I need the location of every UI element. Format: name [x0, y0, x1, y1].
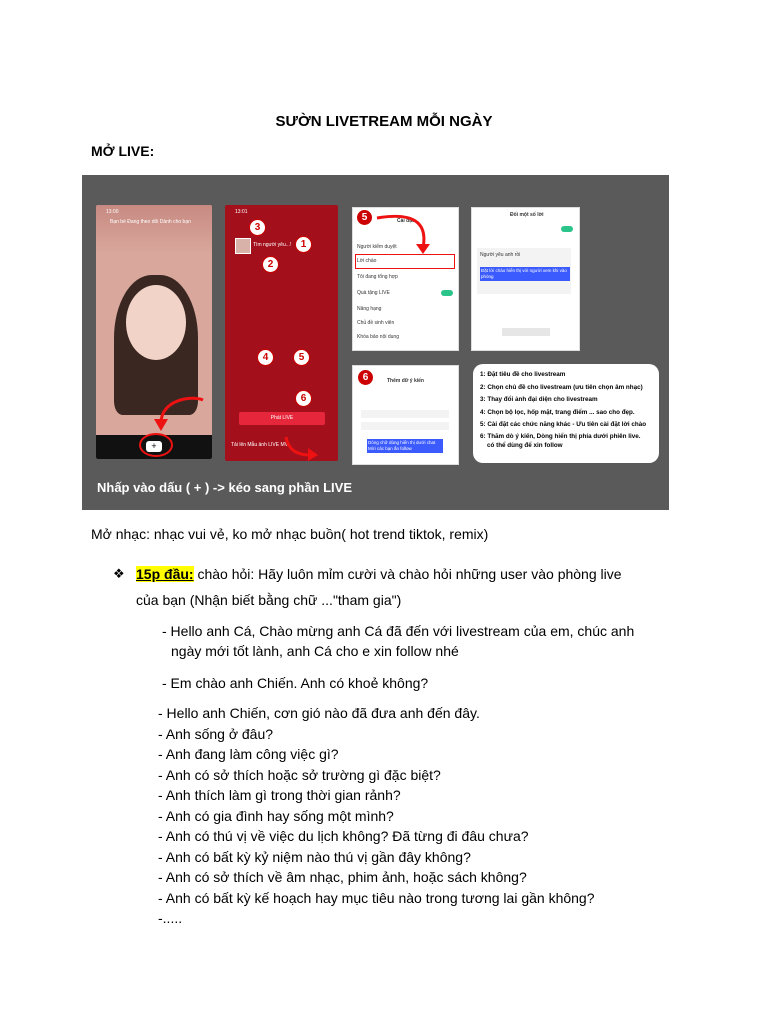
section-text-continued: của bạn (Nhận biết bằng chữ ..."tham gia")	[136, 592, 402, 608]
step-badge-4: 4	[257, 349, 274, 366]
curved-arrow-icon	[151, 395, 211, 435]
list-item: - Anh có gia đình hay sống một mình?	[158, 807, 394, 824]
legend-line: 6: Thăm dò ý kiến, Dòng hiển thị phía dưới phiên live.	[480, 432, 641, 440]
legend-line: 1: Đặt tiêu đề cho livestream	[480, 371, 566, 378]
legend-line: 3: Thay đổi ảnh đại diện cho livestream	[480, 396, 598, 403]
settings-row[interactable]: Quà tặng LIVE	[357, 290, 390, 296]
list-item: - Anh thích làm gì trong thời gian rảnh?	[158, 787, 401, 803]
step-badge-5-settings: 5	[356, 209, 373, 226]
document-title: SƯỜN LIVETREAM MỖI NGÀY	[275, 113, 493, 130]
settings-screen	[352, 207, 459, 351]
greeting-screen-title: Đối một số lời	[510, 212, 544, 218]
settings-row[interactable]: Nâng hạng	[357, 306, 382, 312]
greeting-example-2: - Em chào anh Chiến. Anh có khoẻ không?	[162, 675, 429, 691]
avatar-thumbnail[interactable]	[235, 238, 251, 254]
list-item: - Anh có sở thích hoặc sở trường gì đặc biệt?	[158, 766, 441, 783]
diamond-bullet-icon: ❖	[113, 566, 125, 581]
step-badge-2: 2	[262, 256, 279, 273]
legend-line: 4: Chọn bộ lọc, hốp mặt, trang điểm ... sao cho đẹp.	[480, 408, 635, 416]
person-face	[126, 285, 186, 360]
music-note: Mở nhạc: nhạc vui vẻ, ko mở nhạc buồn( hot trend tiktok, remix)	[91, 526, 489, 542]
poll-highlight-text: Dòng chữ dùng hiển thị dưới chat Mời các bạn ấn follow	[368, 440, 436, 451]
poll-option-input[interactable]	[361, 410, 449, 418]
arrow-to-live-icon	[280, 435, 320, 461]
list-item: -.....	[158, 910, 183, 926]
list-item: - Anh có bất kỳ kế hoạch hay mục tiêu nào trong tương lai gần không?	[158, 889, 595, 906]
list-item: - Hello anh Chiến, cơn gió nào đã đưa anh đến đây.	[158, 705, 480, 721]
greeting-settings-screen	[471, 207, 580, 351]
question-list	[158, 703, 595, 929]
figure-caption: Nhấp vào dấu ( + ) -> kéo sang phần LIVE	[97, 480, 352, 495]
greeting-highlight-box	[355, 254, 455, 269]
step-badge-6-poll: 6	[357, 369, 374, 386]
mode-tabs[interactable]: Tải lên Mẫu ảnh LIVE MV	[231, 442, 288, 448]
settings-row[interactable]: Chủ đề sinh viên	[357, 320, 395, 326]
poll-option-input[interactable]	[361, 422, 449, 430]
list-item: - Anh có bất kỳ kỷ niệm nào thú vị gần đây không?	[158, 848, 471, 865]
toggle-switch[interactable]	[561, 226, 573, 232]
section-heading-open-live: MỞ LIVE:	[91, 143, 155, 159]
steps-legend	[473, 364, 659, 463]
highlighted-label: 15p đầu:	[136, 566, 194, 582]
step-badge-6: 6	[295, 390, 312, 407]
curved-arrow-icon	[373, 212, 433, 256]
settings-row-greeting[interactable]: Lời chào	[357, 258, 377, 264]
instruction-figure	[82, 175, 669, 510]
settings-title: Cài đặt	[397, 218, 414, 224]
list-item: - Anh sống ở đâu?	[158, 725, 274, 742]
greeting-example-1-cont: ngày mới tốt lành, anh Cá cho e xin follow nhé	[171, 643, 459, 659]
settings-row[interactable]: Khóa bảo nội dung	[357, 334, 399, 340]
legend-line: có thể dùng để xin follow	[487, 441, 563, 449]
go-live-button[interactable]: Phát LIVE	[239, 412, 325, 425]
save-button[interactable]	[502, 328, 550, 336]
plus-highlight-circle	[139, 433, 173, 457]
poll-screen	[352, 365, 459, 465]
poll-title: Thêm dữ ý kiến	[387, 378, 424, 384]
greeting-highlight-text: Đặt lời chào hiển thị với người xem khi vào phòng	[481, 268, 567, 279]
legend-line: 2: Chọn chủ đề cho livestream (ưu tiên chọn âm nhạc)	[480, 383, 643, 391]
section-text: chào hỏi: Hãy luôn mỉm cười và chào hỏi những user vào phòng live	[193, 566, 622, 582]
feed-tabs: Bạn bè Đang theo dõi Dành cho bạn	[110, 219, 191, 225]
greeting-example-1: - Hello anh Cá, Chào mừng anh Cá đã đến với livestream của em, chúc anh	[162, 623, 635, 639]
settings-row[interactable]: Tôi đang tổng hợp	[357, 274, 398, 280]
section-first-15-min	[136, 564, 622, 584]
live-title-hint: Tìm người yêu...!	[253, 242, 292, 248]
toggle-switch[interactable]	[441, 290, 453, 296]
step-badge-5: 5	[293, 349, 310, 366]
status-time: 13:00	[106, 209, 119, 215]
phone-screen-feed	[96, 205, 212, 459]
list-item: - Anh có thú vị về việc du lịch không? Đã từng đi đâu chưa?	[158, 828, 529, 844]
plus-icon[interactable]: +	[146, 441, 162, 452]
greeting-sample: Người yêu anh rồi	[480, 252, 521, 258]
status-time: 13:01	[235, 209, 248, 215]
list-item: - Anh có sở thích về âm nhạc, phim ảnh, hoặc sách không?	[158, 869, 527, 885]
legend-line: 5: Cài đặt các chức năng khác - Ưu tiên cài đặt lời chào	[480, 421, 647, 428]
list-item: - Anh đang làm công việc gì?	[158, 746, 339, 762]
phone-screen-live-setup	[225, 205, 338, 461]
step-badge-3: 3	[249, 219, 266, 236]
step-badge-1: 1	[295, 236, 312, 253]
settings-row[interactable]: Người kiểm duyệt	[357, 244, 397, 250]
